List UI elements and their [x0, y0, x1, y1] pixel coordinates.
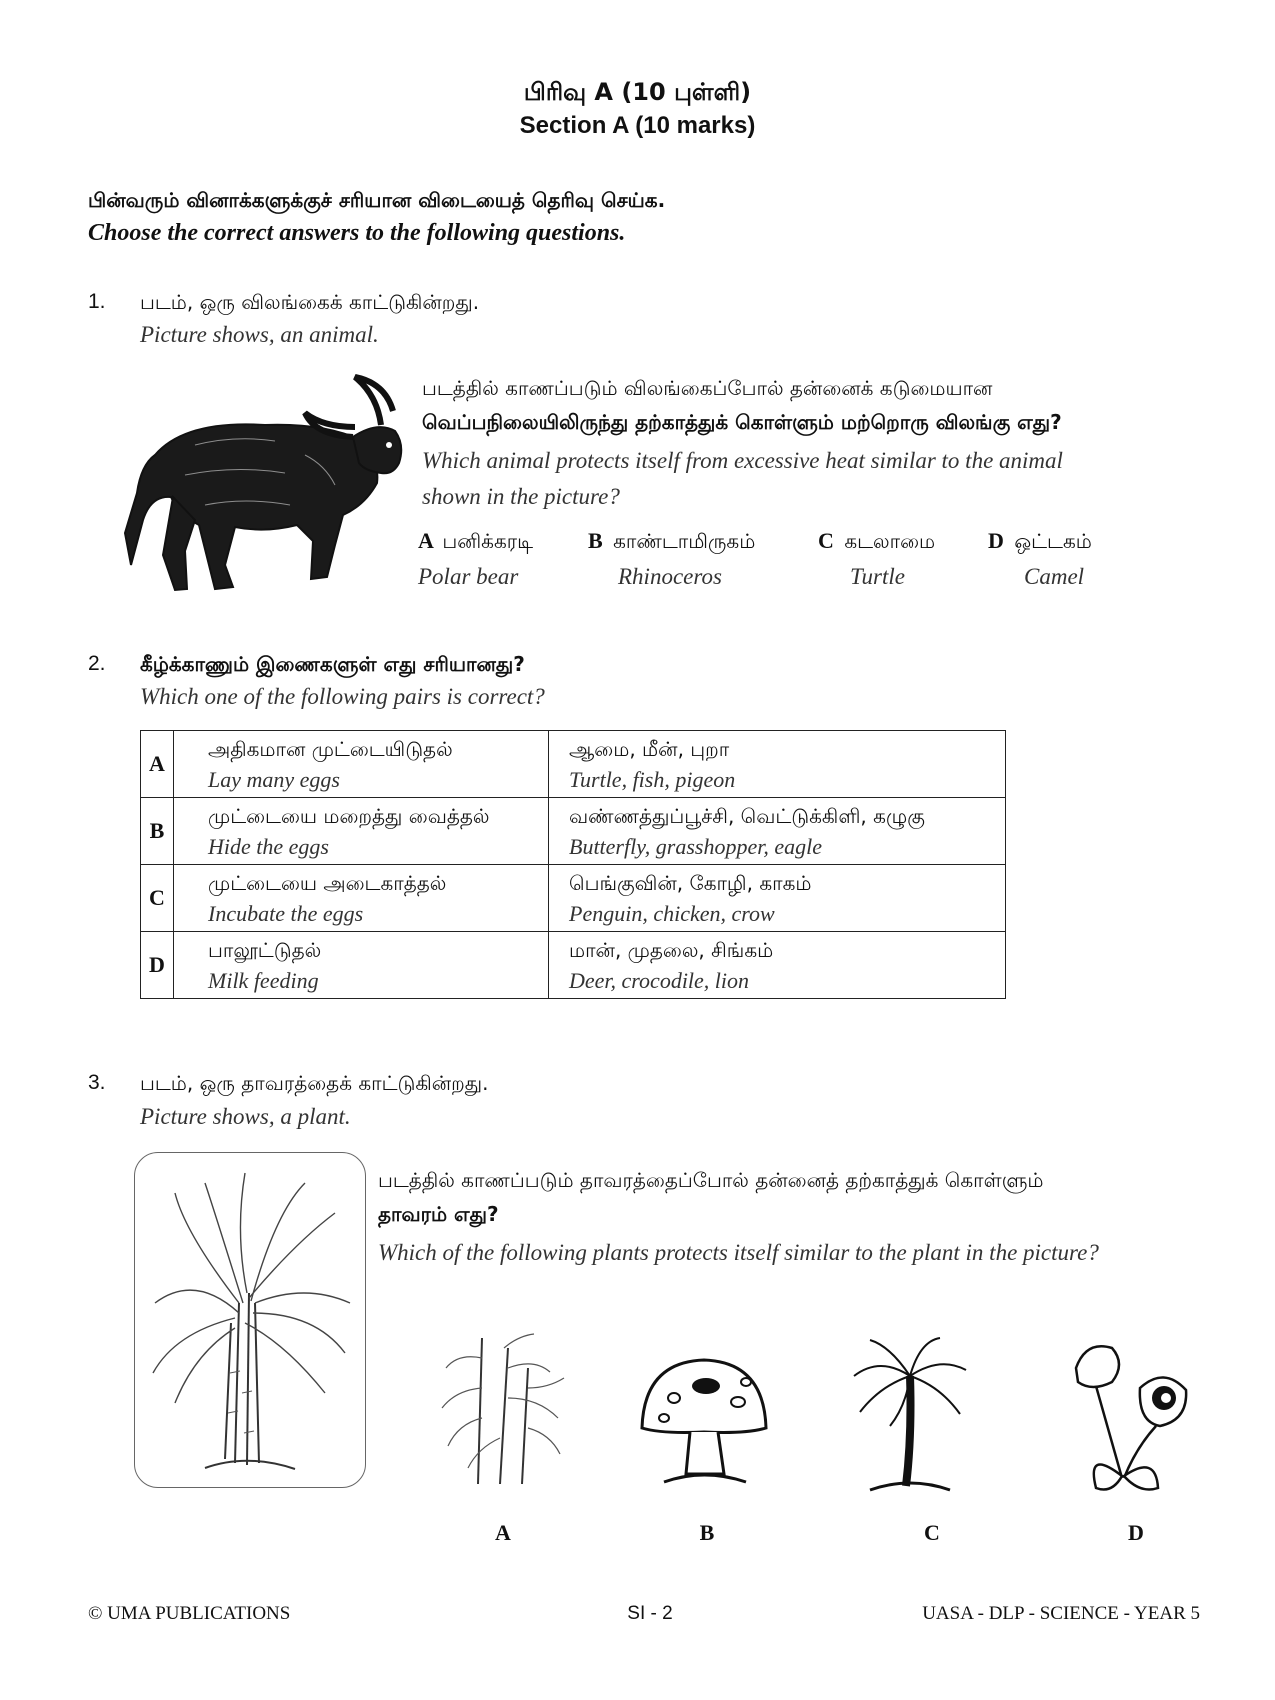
row-left-english: Lay many eggs — [208, 767, 340, 792]
row-right-english: Penguin, chicken, crow — [569, 901, 775, 926]
q3-option-d-letter[interactable]: D — [1128, 1520, 1144, 1545]
bamboo-icon[interactable] — [438, 1328, 568, 1486]
row-right-tamil: வண்ணத்துப்பூச்சி, வெட்டுக்கிளி, கழுகு — [569, 804, 925, 828]
option-letter: A — [418, 528, 434, 553]
q1-question-english-line2: shown in the picture? — [422, 484, 620, 509]
q1-question-tamil-line2: வெப்பநிலையிலிருந்து தற்காத்துக் கொள்ளும் மற்றொரு விலங்கு எது? — [422, 410, 1062, 434]
q2-question-english: Which one of the following pairs is correct? — [140, 684, 545, 709]
option-tamil: கடலாமை — [844, 529, 936, 553]
q3-number: 3. — [88, 1071, 106, 1094]
instruction-english: Choose the correct answers to the following questions. — [88, 220, 626, 246]
table-row[interactable] — [141, 932, 1006, 999]
option-letter: B — [588, 528, 603, 553]
footer-exam-info: UASA - DLP - SCIENCE - YEAR 5 — [922, 1603, 1200, 1624]
row-right-tamil: பெங்குவின், கோழி, காகம் — [569, 871, 812, 895]
instruction-tamil: பின்வரும் வினாக்களுக்குச் சரியான விடையைத் தெரிவு செய்க. — [88, 188, 666, 212]
row-right-tamil: மான், முதலை, சிங்கம் — [569, 938, 774, 962]
row-left-tamil: பாலூட்டுதல் — [208, 938, 322, 962]
row-left-cell — [174, 798, 549, 865]
row-left-cell — [174, 865, 549, 932]
row-right-cell — [549, 731, 1006, 798]
q1-option-b[interactable] — [588, 528, 755, 556]
row-left-cell — [174, 731, 549, 798]
q3-question-tamil-line1: படத்தில் காணப்படும் தாவரத்தைப்போல் தன்னைத் தற்காத்துக் கொள்ளும் — [378, 1168, 1044, 1192]
q3-option-a-letter[interactable]: A — [495, 1520, 511, 1545]
q1-option-b-english: Rhinoceros — [618, 564, 722, 589]
q1-option-a[interactable] — [418, 528, 533, 556]
q1-question-tamil-line1: படத்தில் காணப்படும் விலங்கைப்போல் தன்னைக் கடுமையான — [422, 376, 993, 400]
row-left-english: Hide the eggs — [208, 834, 329, 859]
q1-option-d-english: Camel — [1024, 564, 1085, 589]
row-left-tamil: அதிகமான முட்டையிடுதல் — [208, 737, 453, 761]
q1-option-c[interactable] — [818, 528, 935, 556]
row-left-tamil: முட்டையை மறைத்து வைத்தல் — [208, 804, 490, 828]
row-letter: C — [141, 865, 174, 932]
q1-number: 1. — [88, 290, 106, 313]
q3-question-english: Which of the following plants protects itself similar to the plant in the picture? — [378, 1240, 1099, 1265]
row-letter: B — [141, 798, 174, 865]
q3-question-tamil-line2: தாவரம் எது? — [378, 1202, 499, 1226]
option-letter: C — [818, 528, 834, 553]
row-right-cell — [549, 865, 1006, 932]
q2-pairs-table — [140, 730, 1006, 999]
row-right-english: Deer, crocodile, lion — [569, 968, 750, 993]
q2-number: 2. — [88, 652, 106, 675]
q3-option-b-letter[interactable]: B — [699, 1520, 715, 1545]
q1-question-english-line1: Which animal protects itself from excessive heat similar to the animal — [422, 448, 1063, 473]
buffalo-illustration — [115, 365, 405, 600]
q1-option-a-english: Polar bear — [418, 564, 519, 589]
option-tamil: காண்டாமிருகம் — [613, 529, 756, 553]
mushroom-icon[interactable] — [634, 1352, 774, 1492]
row-left-english: Milk feeding — [208, 968, 319, 993]
row-left-tamil: முட்டையை அடைகாத்தல் — [208, 871, 447, 895]
section-title-tamil: பிரிவு A (10 புள்ளி) — [523, 78, 752, 106]
footer-publisher: © UMA PUBLICATIONS — [88, 1603, 291, 1624]
row-right-english: Turtle, fish, pigeon — [569, 767, 736, 792]
row-left-cell — [174, 932, 549, 999]
section-title-english: Section A (10 marks) — [519, 112, 756, 139]
q3-option-c-letter[interactable]: C — [924, 1520, 940, 1545]
option-tamil: பனிக்கரடி — [442, 529, 533, 553]
row-letter: A — [141, 731, 174, 798]
q3-intro-english: Picture shows, a plant. — [140, 1104, 351, 1129]
q1-option-c-english: Turtle — [850, 564, 905, 589]
row-right-tamil: ஆமை, மீன், புறா — [569, 737, 730, 761]
sugarcane-picture-frame — [134, 1152, 366, 1488]
q1-option-d[interactable] — [988, 528, 1092, 556]
palm-tree-icon[interactable] — [850, 1336, 970, 1496]
table-row[interactable] — [141, 798, 1006, 865]
option-tamil: ஒட்டகம் — [1014, 529, 1092, 553]
row-right-cell — [549, 932, 1006, 999]
row-right-cell — [549, 798, 1006, 865]
table-row[interactable] — [141, 865, 1006, 932]
footer-page-number: SI - 2 — [627, 1603, 673, 1624]
table-row[interactable] — [141, 731, 1006, 798]
q3-intro-tamil: படம், ஒரு தாவரத்தைக் காட்டுகின்றது. — [140, 1071, 489, 1095]
row-left-english: Incubate the eggs — [208, 901, 364, 926]
sugarcane-illustration — [135, 1153, 365, 1487]
q1-intro-tamil: படம், ஒரு விலங்கைக் காட்டுகின்றது. — [140, 290, 480, 314]
q1-intro-english: Picture shows, an animal. — [140, 322, 379, 347]
rose-icon[interactable] — [1056, 1338, 1196, 1494]
q2-question-tamil: கீழ்க்காணும் இணைகளுள் எது சரியானது? — [140, 652, 525, 676]
option-letter: D — [988, 528, 1004, 553]
row-letter: D — [141, 932, 174, 999]
row-right-english: Butterfly, grasshopper, eagle — [569, 834, 822, 859]
